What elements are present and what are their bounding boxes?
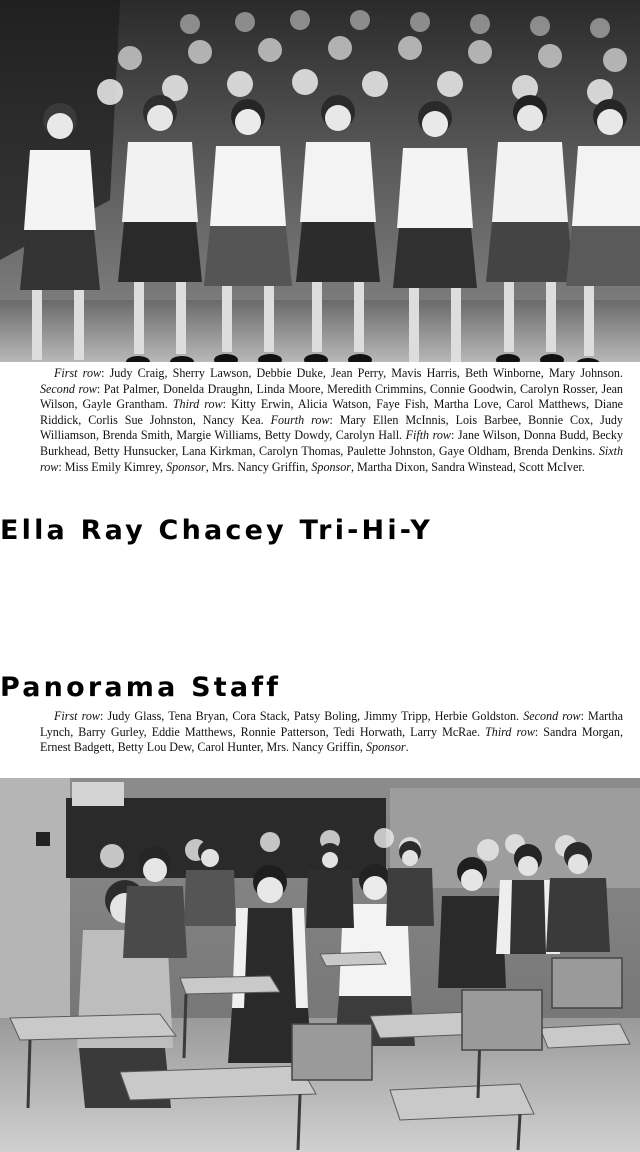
caption-row-label: Fourth row: [270, 412, 330, 427]
caption-row-label: Third row: [485, 724, 535, 739]
panorama-staff-caption: [40, 709, 623, 756]
caption-row-label: First row: [54, 709, 100, 723]
caption-row-label: First row: [54, 366, 102, 380]
caption-row-label: Second row: [40, 381, 97, 396]
caption-row-names: : Kitty Erwin, Alicia Watson, Faye Fish, Martha Love, Carol Matthews, Diane Riddick, Corlis Sue Johnston, Nancy Kea.: [40, 397, 623, 427]
caption-row-label: Fifth row: [405, 428, 451, 443]
caption-row-names: : Sandra Morgan, Ernest Badgett, Betty Lou Dew, Carol Hunter, Mrs. Nancy Griffin,: [40, 724, 623, 755]
panorama-staff-photo: [0, 778, 640, 1152]
tri-hi-y-caption: [40, 366, 623, 475]
caption-role-label: Sponsor: [311, 459, 351, 474]
caption-row-names: : Jane Wilson, Donna Budd, Becky Burkhead, Betty Hunsucker, Lana Kirkman, Carolyn Thomas, Paulette Johnston, Gaye Oldham, Brenda Denkins.: [40, 428, 624, 458]
caption-row-names: : Mary Ellen McInnis, Lois Barbee, Bonnie Cox, Judy Williamson, Brenda Smith, Margie Williams, Betty Dowdy, Carolyn Hall.: [40, 412, 623, 443]
caption-row-names: : Judy Glass, Tena Bryan, Cora Stack, Patsy Boling, Jimmy Tripp, Herbie Goldston.: [100, 709, 524, 723]
panorama-staff-title: Panorama Staff: [0, 672, 282, 703]
caption-row-label: Sixth row: [40, 443, 623, 474]
caption-row-names: : Martha Lynch, Barry Gurley, Eddie Matthews, Ronnie Patterson, Tedi Horwath, Larry McRae.: [40, 709, 623, 739]
caption-row-names: , Mrs. Nancy Griffin,: [205, 459, 312, 474]
caption-row-label: Second row: [523, 709, 581, 723]
caption-row-names: : Pat Palmer, Donelda Draughn, Linda Moore, Meredith Crimmins, Connie Goodwin, Carolyn Rosser, Jean Wilson, Gayle Grantham.: [40, 381, 623, 412]
caption-role-label: Sponsor: [166, 459, 206, 474]
caption-row-names: , Martha Dixon, Sandra Winstead, Scott McIver.: [351, 459, 585, 474]
caption-row-label: Third row: [172, 397, 223, 412]
tri-hi-y-title: Ella Ray Chacey Tri-Hi-Y: [0, 515, 433, 546]
caption-row-names: : Miss Emily Kimrey,: [58, 459, 167, 474]
caption-role-label: Sponsor: [365, 740, 406, 755]
caption-row-names: : Judy Craig, Sherry Lawson, Debbie Duke, Jean Perry, Mavis Harris, Beth Winborne, Mary Johnson.: [101, 366, 623, 380]
tri-hi-y-group-photo: [0, 0, 640, 362]
caption-row-names: .: [405, 740, 409, 755]
